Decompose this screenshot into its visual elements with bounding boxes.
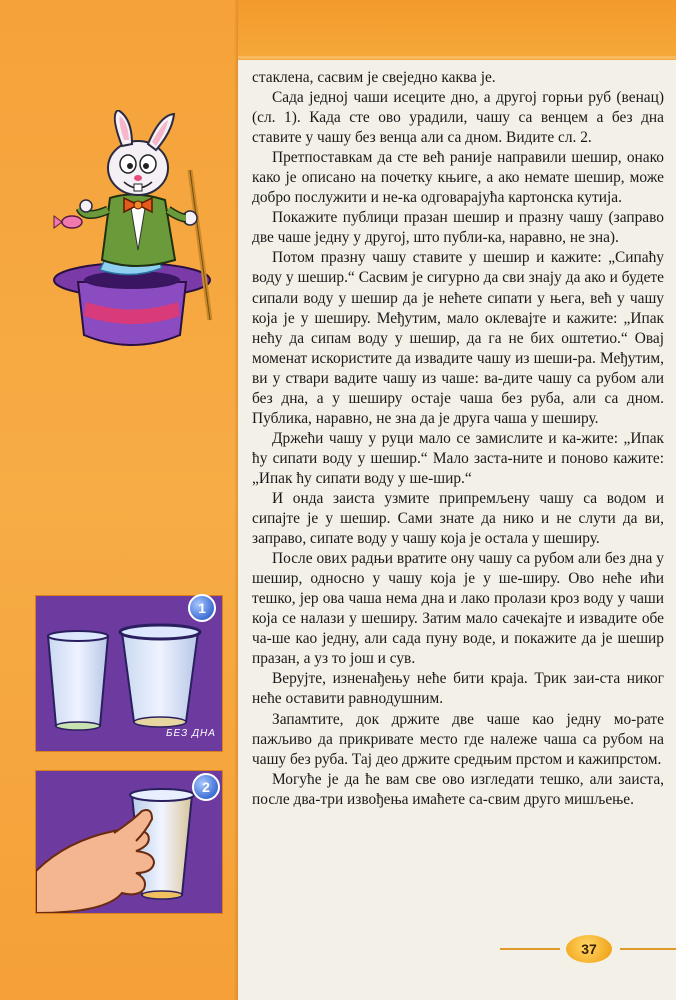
- paragraph: Могуће је да ће вам све ово изгледати тешко, али заиста, после два-три извођења имаћете са-свим друго мишљење.: [252, 770, 664, 808]
- figure-1-badge: 1: [188, 594, 216, 622]
- paragraph: стаклена, сасвим је свеједно каква је.: [252, 69, 496, 86]
- page-number-ornament: [500, 935, 676, 965]
- figure-1-caption: БЕЗ ДНА: [166, 728, 216, 739]
- figure-2-badge: 2: [192, 773, 220, 801]
- paragraph: И онда заиста узмите припремљену чашу са водом и сипајте је у шешир. Сами знате да нико и не слути да ви, заправо, сипате воду у чашу која је остала у шеширу.: [252, 489, 664, 548]
- paragraph: Сада једној чаши исеците дно, а другој горњи руб (венац) (сл. 1). Када сте ово урадили, чашу са венцем а без дна ставите у чашу без венца али са дном. Видите сл. 2.: [252, 89, 664, 147]
- paragraph: Верујте, изненађењу неће бити краја. Трик заи-ста никог неће оставити равнодушним.: [252, 670, 664, 708]
- paragraph: Потом празну чашу ставите у шешир и кажите: „Сипаћу воду у шешир.“ Сасвим је сигурно да сви знају да ако и будете сипали воду у шешир да је нећете сипати у њега, већ у чашу која је у шеширу. Међутим, мало оклевајте и кажите: „Ипак нећу да сипам воду у шешир, да га не бих оштетио.“ Овај моменат искористите да извадите чашу из шеши-ра. Међутим, ви у ствари вадите чашу из чаше: ва-дите чашу са рубом али без дна, а у шеширу остаје чаша без руба, али са дном. Публика, наравно, не зна да је друга чаша у шеширу.: [252, 249, 664, 427]
- figure-1-two-glasses: [35, 595, 223, 752]
- magician-rabbit-illustration: [40, 110, 230, 355]
- figure-2-hand-holding-glass: [35, 770, 223, 914]
- paragraph: Покажите публици празан шешир и празну чашу (заправо две чаше једну у другој, што публи-ка, наравно, не зна).: [252, 209, 664, 247]
- page-number: 37: [566, 935, 612, 963]
- top-edge-line: [238, 56, 676, 59]
- ornament-line-left: [500, 948, 560, 950]
- paragraph: Претпоставкам да сте већ раније направили шешир, онако како је описано на почетку књиге, а ако немате шешир, може добро послужити и не-ка одговарајућа картонска кутија.: [252, 149, 664, 207]
- paragraph: Запамтите, док држите две чаше као једну мо-рате пажљиво да прикривате место где належе чаша са рубом на чашу без руба. Тај део држите средњим прстом и кажипрстом.: [252, 710, 664, 768]
- main-text: [252, 68, 664, 810]
- paragraph: После ових радњи вратите ону чашу са рубом али без дна у шешир, односно у чашу која је у ше-ширу. Ово неће ићи тешко, јер ова чаша нема дна и лако пролази кроз воду у чаши која се налази у шеширу. Затим мало сачекајте и извадите обе ча-ше као једну, али сада пуну воде, и покажите да је шешир празан, а уз то још и сув.: [252, 550, 664, 668]
- paragraph: Држећи чашу у руци мало се замислите и ка-жите: „Ипак ћу сипати воду у шешир.“ Мало заста-ните и поново кажите: „Ипак ћу сипати воду у ше-шир.“: [252, 429, 664, 487]
- ornament-line-right: [620, 948, 676, 950]
